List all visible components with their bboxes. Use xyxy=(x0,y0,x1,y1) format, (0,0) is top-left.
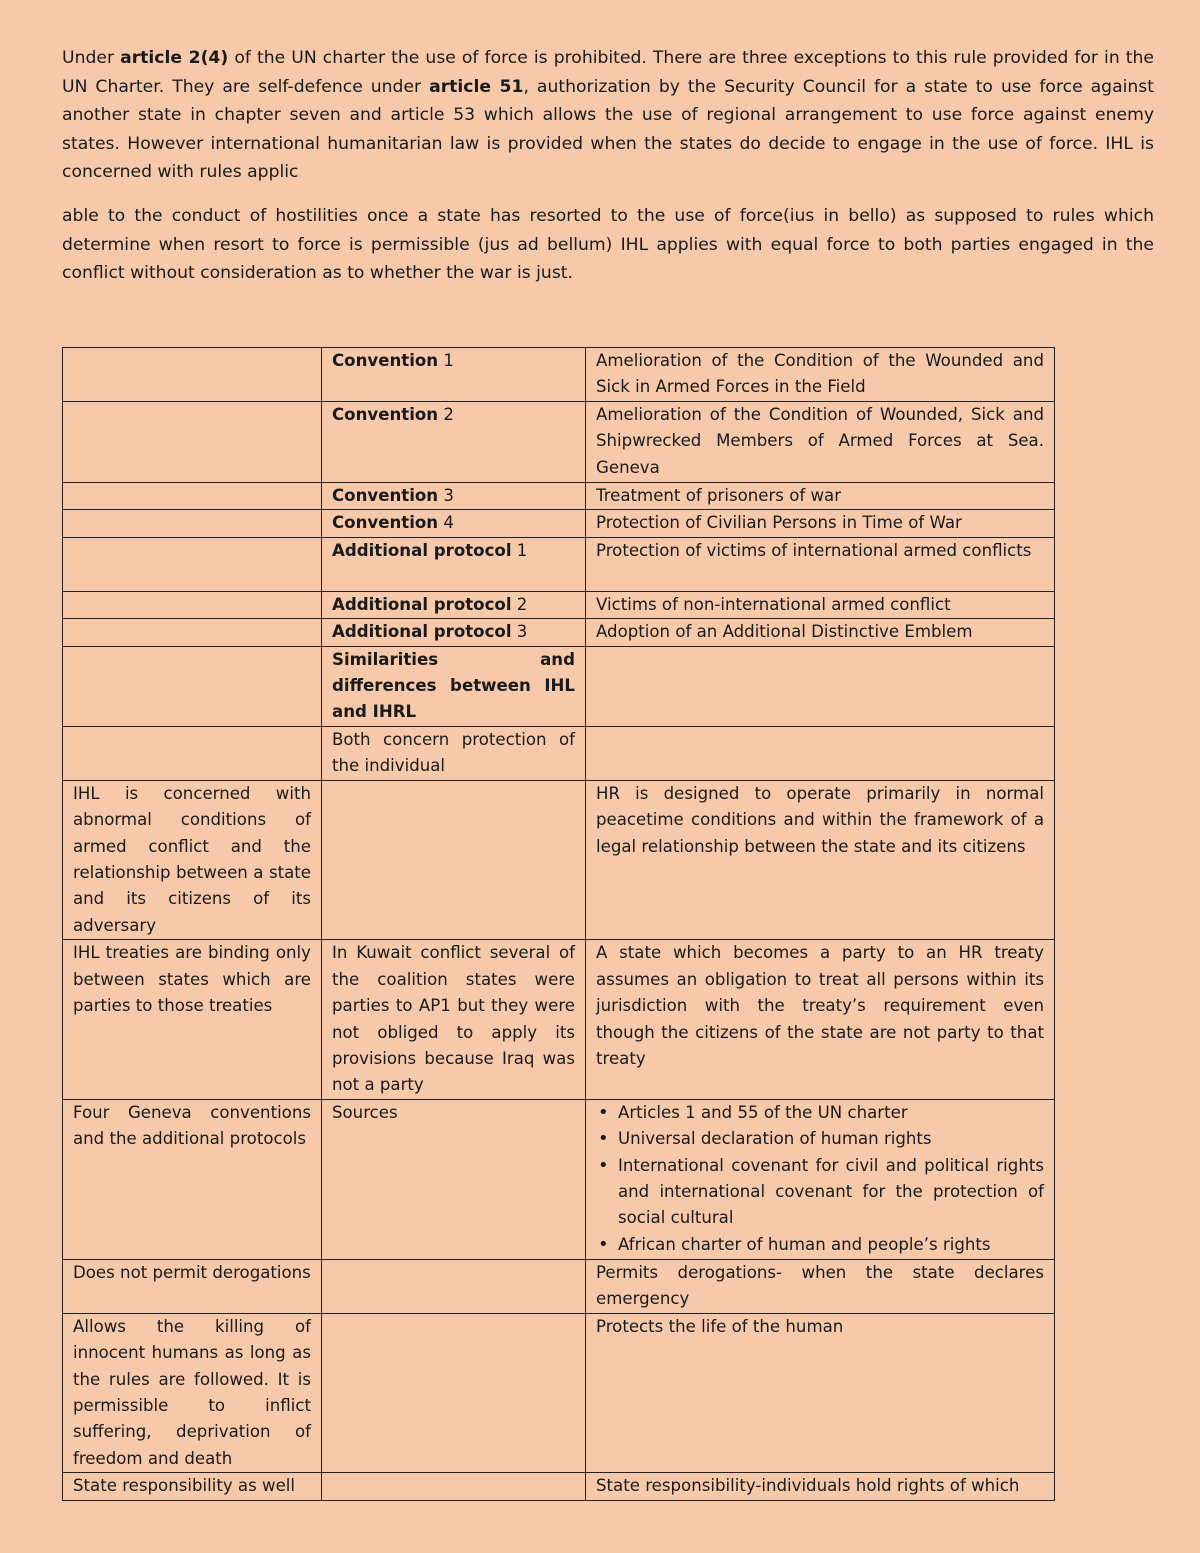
cell-col3: Victims of non-international armed conflict xyxy=(586,591,1055,618)
instrument-label: Additional protocol xyxy=(332,622,512,642)
table-row xyxy=(63,1313,1055,1472)
cell-col3: Amelioration of the Condition of the Wounded and Sick in Armed Forces in the Field xyxy=(586,348,1055,402)
instrument-number: 3 xyxy=(511,622,528,642)
instrument-number: 1 xyxy=(438,351,454,370)
cell-col2 xyxy=(322,1259,586,1313)
cell-col2 xyxy=(322,591,586,618)
cell-col2 xyxy=(322,537,586,591)
cell-col3: Permits derogations- when the state declares emergency xyxy=(586,1259,1055,1313)
instrument-label: Additional protocol xyxy=(332,540,512,560)
cell-col2: In Kuwait conflict several of the coalition states were parties to AP1 but they were not obliged to apply its provisions because Iraq was not a party xyxy=(322,940,586,1099)
intro-text: , authorization by the Security Council for a state to use force against another state in chapter seven and article 53 which allows the use of regional arrangement to use force against enemy states. However international humanitarian law is provided when the states do decide to engage in the use of force. IHL is concerned with rules applic xyxy=(62,76,1154,183)
cell-col2 xyxy=(322,402,586,483)
table-row xyxy=(63,619,1055,646)
cell-col3: Treatment of prisoners of war xyxy=(586,483,1055,510)
instrument-label: Convention xyxy=(332,405,439,424)
cell-col1: Does not permit derogations xyxy=(63,1259,322,1313)
list-item: • African charter of human and people’s rights xyxy=(618,1232,1044,1258)
cell-col1: State responsibility as well xyxy=(63,1473,322,1500)
list-item: • International covenant for civil and political rights and international covenant for the protection of social cultural xyxy=(618,1153,1044,1232)
instrument-number: 4 xyxy=(438,513,454,533)
table-row xyxy=(63,780,1055,939)
cell-col1: Four Geneva conventions and the additional protocols xyxy=(63,1099,322,1259)
cell-col1 xyxy=(63,510,322,537)
cell-col2: Both concern protection of the individual xyxy=(322,726,586,780)
cell-col2 xyxy=(322,1473,586,1500)
cell-col2: Sources xyxy=(322,1099,586,1259)
cell-col3: Adoption of an Additional Distinctive Emblem xyxy=(586,619,1055,646)
cell-col3 xyxy=(586,726,1055,780)
intro-paragraph-2: able to the conduct of hostilities once a state has resorted to the use of force(ius in bello) as supposed to rules which determine when resort to force is permissible (jus ad bellum) IHL applies with equal force to both parties engaged in the conflict without consideration as to whether the war is just. xyxy=(62,206,1154,284)
ihl-comparison-table xyxy=(62,347,1055,1501)
cell-col2 xyxy=(322,510,586,537)
table-row xyxy=(63,940,1055,1099)
cell-col1 xyxy=(63,646,322,726)
table-row xyxy=(63,537,1055,591)
table-row xyxy=(63,1099,1055,1259)
cell-col3 xyxy=(586,1099,1055,1259)
section-heading: Similarities and differences between IHL and IHRL xyxy=(332,649,575,722)
cell-col1: Allows the killing of innocent humans as long as the rules are followed. It is permissible to inflict suffering, deprivation of freedom and death xyxy=(63,1313,322,1472)
cell-col3: Protection of victims of international armed conflicts xyxy=(586,537,1055,591)
list-item: • Articles 1 and 55 of the UN charter xyxy=(618,1100,1044,1126)
table-row xyxy=(63,726,1055,780)
cell-col1 xyxy=(63,402,322,483)
instrument-number: 3 xyxy=(438,486,454,505)
table-row xyxy=(63,591,1055,618)
cell-col1: IHL treaties are binding only between states which are parties to those treaties xyxy=(63,940,322,1099)
cell-col2 xyxy=(322,780,586,939)
intro-paragraph-1 xyxy=(62,44,1154,187)
table-row xyxy=(63,348,1055,402)
cell-col2 xyxy=(322,1313,586,1472)
cell-col1 xyxy=(63,537,322,591)
cell-col2 xyxy=(322,483,586,510)
cell-col1 xyxy=(63,726,322,780)
intro-text: Under xyxy=(62,48,121,68)
cell-col3: Protects the life of the human xyxy=(586,1313,1055,1472)
instrument-number: 2 xyxy=(438,405,454,424)
list-item: • Universal declaration of human rights xyxy=(618,1126,1044,1152)
table-row xyxy=(63,1259,1055,1313)
instrument-number: 2 xyxy=(511,594,528,614)
intro-text: of the UN charter the use of force is prohibited. There are three exceptions to this rule provided for in the UN Charter. They are self-defence under xyxy=(62,48,1154,97)
cell-col1 xyxy=(63,619,322,646)
cell-col3: HR is designed to operate primarily in normal peacetime conditions and within the framework of a legal relationship between the state and its citizens xyxy=(586,780,1055,939)
cell-col3: Amelioration of the Condition of Wounded, Sick and Shipwrecked Members of Armed Forces at Sea. Geneva xyxy=(586,402,1055,483)
table-row xyxy=(63,510,1055,537)
article-ref: article 51 xyxy=(429,76,524,97)
cell-col1: IHL is concerned with abnormal conditions of armed conflict and the relationship between a state and its citizens of its adversary xyxy=(63,780,322,939)
cell-col2 xyxy=(322,646,586,726)
cell-col2 xyxy=(322,619,586,646)
cell-col1 xyxy=(63,483,322,510)
cell-col3 xyxy=(586,646,1055,726)
sources-list xyxy=(596,1100,1044,1258)
table-row xyxy=(63,646,1055,726)
table-row xyxy=(63,1473,1055,1500)
instrument-number: 1 xyxy=(511,540,528,560)
cell-col2 xyxy=(322,348,586,402)
cell-col1 xyxy=(63,348,322,402)
cell-col1 xyxy=(63,591,322,618)
instrument-label: Convention xyxy=(332,513,439,533)
instrument-label: Convention xyxy=(332,486,439,505)
instrument-label: Convention xyxy=(332,351,439,370)
cell-col3: Protection of Civilian Persons in Time of War xyxy=(586,510,1055,537)
instrument-label: Additional protocol xyxy=(332,594,512,614)
cell-col3: A state which becomes a party to an HR treaty assumes an obligation to treat all persons within its jurisdiction with the treaty’s requirement even though the citizens of the state are not party to that treaty xyxy=(586,940,1055,1099)
table-row xyxy=(63,483,1055,510)
cell-col3: State responsibility-individuals hold rights of which xyxy=(586,1473,1055,1500)
article-ref: article 2(4) xyxy=(120,48,229,68)
table-row xyxy=(63,402,1055,483)
